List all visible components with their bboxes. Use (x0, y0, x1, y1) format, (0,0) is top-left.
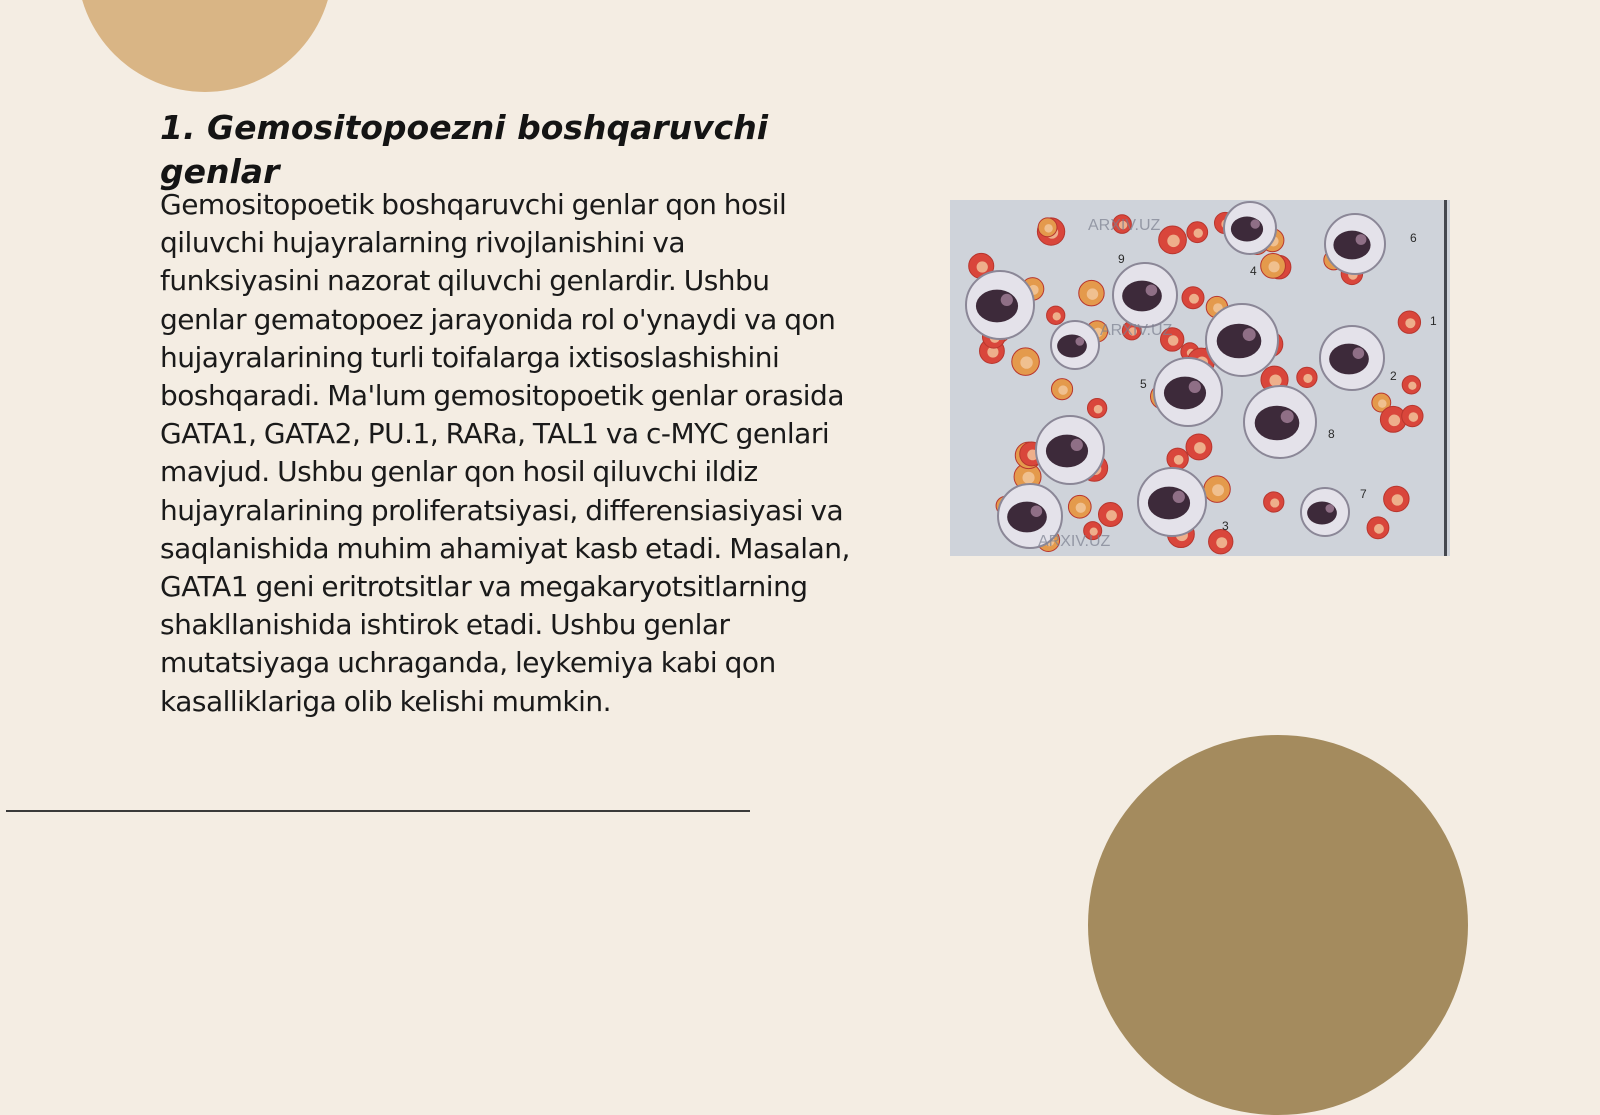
red-blood-cell-center (1212, 484, 1224, 496)
white-blood-cell-nucleus (1007, 502, 1047, 533)
cell-number-label: 8 (1328, 427, 1335, 441)
nucleus-highlight (1356, 234, 1367, 245)
red-blood-cell-center (1392, 494, 1403, 505)
red-blood-cell-center (977, 261, 988, 272)
nucleus-highlight (1243, 328, 1256, 341)
nucleus-highlight (1071, 439, 1083, 451)
divider-line (6, 810, 750, 812)
red-blood-cell-center (1167, 235, 1179, 247)
nucleus-highlight (1173, 491, 1185, 503)
red-blood-cell-center (1405, 318, 1415, 328)
red-blood-cell-center (1374, 524, 1384, 534)
red-blood-cell-center (1378, 399, 1386, 407)
red-blood-cell-center (1216, 537, 1227, 548)
cell-number-label: 7 (1360, 487, 1367, 501)
red-blood-cell-center (1194, 228, 1203, 237)
white-blood-cell-nucleus (1046, 435, 1088, 468)
nucleus-highlight (1353, 347, 1365, 359)
blood-cells-image (950, 200, 1450, 556)
cell-number-label: 3 (1222, 519, 1229, 533)
red-blood-cell-center (1303, 374, 1312, 383)
cell-number-label: 5 (1140, 377, 1147, 391)
red-blood-cell-center (1409, 412, 1419, 422)
image-watermark: ARXIV.UZ (1100, 322, 1173, 339)
red-blood-cell-center (1194, 442, 1206, 454)
white-blood-cell-nucleus (1122, 281, 1162, 312)
cell-number-label: 4 (1250, 264, 1257, 278)
cell-number-label: 9 (1118, 252, 1125, 266)
red-blood-cell-center (1106, 510, 1117, 521)
red-blood-cell-center (1270, 498, 1279, 507)
cell-number-label: 1 (1430, 314, 1437, 328)
nucleus-highlight (1146, 284, 1158, 296)
white-blood-cell-nucleus (1333, 231, 1370, 260)
cell-number-label: 6 (1410, 231, 1417, 245)
red-blood-cell-center (1388, 415, 1400, 427)
nucleus-highlight (1189, 381, 1201, 393)
image-watermark: ARXIV.UZ (1088, 217, 1161, 234)
slide-body-text: Gemositopoetik boshqaruvchi genlar qon hosil qiluvchi hujayralarning rivojlanishini va funksiyasini nazorat qiluvchi genlardir. Ushbu genlar gematopoez jarayonida rol o'ynaydi va qon hujayralarining turli toifalarga ixtisoslashishini boshqaradi. Ma'lum gemositopoetik genlar orasida GATA1, GATA2, PU.1, RARa, TAL1 va c-MYC genlari mavjud. Ushbu genlar qon hosil qiluvchi ildiz hujayralarining proliferatsiyasi, differensiasiyasi va saqlanishida muhim ahamiyat kasb etadi. Masalan, GATA1 geni eritrotsitlar va megakaryotsitlarning shakllanishida ishtirok etadi. Ushbu genlar mutatsiyaga uchraganda, leykemiya kabi qon kasalliklariga olib kelishi mumkin. (160, 188, 850, 718)
nucleus-highlight (1281, 410, 1294, 423)
white-blood-cell-nucleus (1255, 406, 1300, 441)
nucleus-highlight (1031, 505, 1043, 517)
white-blood-cell-nucleus (1231, 217, 1263, 242)
red-blood-cell-center (1269, 375, 1281, 387)
blood-cells-illustration (950, 200, 1450, 556)
white-blood-cell-nucleus (1307, 501, 1337, 524)
white-blood-cell-nucleus (1217, 324, 1262, 359)
nucleus-highlight (1251, 219, 1260, 228)
cell-number-label: 2 (1390, 369, 1397, 383)
white-blood-cell-nucleus (976, 290, 1018, 323)
red-blood-cell-center (1022, 472, 1034, 484)
image-watermark: ARXIV.UZ (1038, 533, 1111, 550)
white-blood-cell-nucleus (1057, 334, 1087, 357)
nucleus-highlight (1325, 504, 1334, 513)
decorative-circle-bottom (1088, 735, 1468, 1115)
red-blood-cell-center (1053, 312, 1061, 320)
slide-title: 1. Gemositopoezni boshqaruvchi genlar (160, 108, 769, 191)
red-blood-cell-center (1087, 288, 1098, 299)
red-blood-cell-center (1076, 503, 1086, 513)
red-blood-cell-center (1094, 405, 1103, 414)
white-blood-cell-nucleus (1329, 344, 1369, 375)
red-blood-cell-center (1189, 294, 1199, 304)
red-blood-cell-center (1174, 455, 1184, 465)
nucleus-highlight (1075, 337, 1084, 346)
white-blood-cell-nucleus (1148, 487, 1190, 520)
nucleus-highlight (1001, 294, 1013, 306)
red-blood-cell-center (1268, 261, 1279, 272)
red-blood-cell-center (1058, 385, 1068, 395)
white-blood-cell-nucleus (1164, 377, 1206, 410)
red-blood-cell-center (1408, 382, 1416, 390)
red-blood-cell-center (1020, 356, 1032, 368)
image-edge (1444, 200, 1447, 556)
decorative-circle-top (77, 0, 333, 92)
red-blood-cell-center (1044, 224, 1052, 232)
